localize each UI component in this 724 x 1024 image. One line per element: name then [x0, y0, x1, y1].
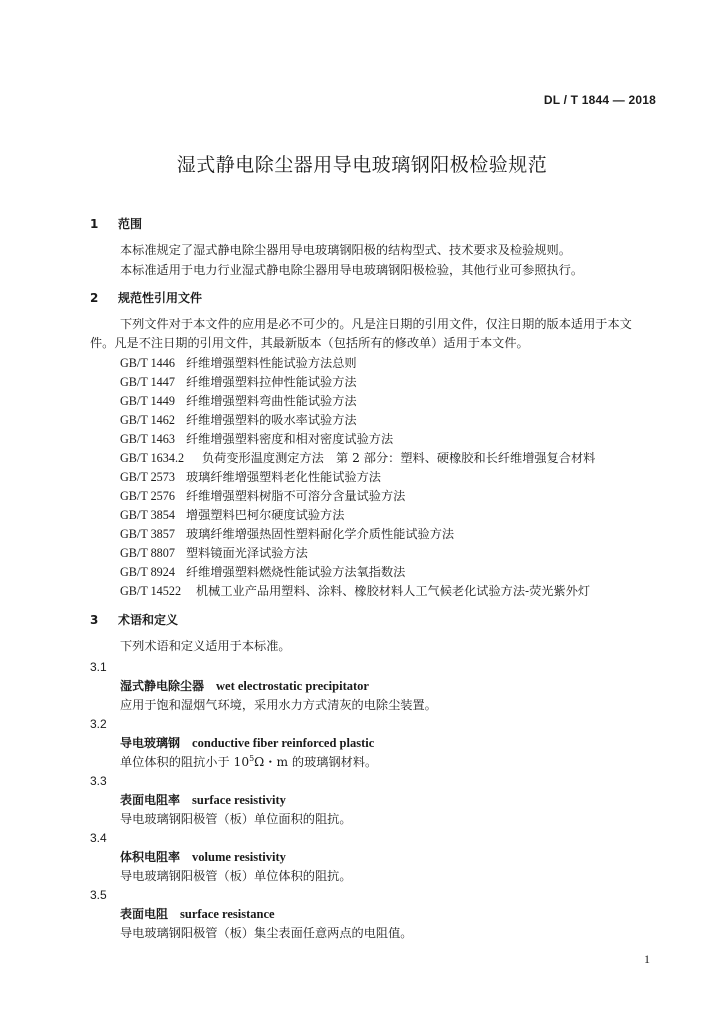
term-chinese: 湿式静电除尘器 [120, 679, 205, 693]
term-definition: 导电玻璃钢阳极管（板）单位体积的阻抗。 [120, 869, 352, 883]
term-english: surface resistivity [192, 793, 286, 807]
reference-item [120, 450, 595, 466]
reference-name: 纤维增强塑料拉伸性能试验方法 [186, 375, 357, 389]
reference-item [120, 545, 308, 561]
reference-code: GB/T 1462 [120, 413, 175, 427]
section-3-heading [90, 612, 178, 628]
reference-name: 纤维增强塑料密度和相对密度试验方法 [186, 432, 394, 446]
reference-code: GB/T 2576 [120, 489, 175, 503]
reference-name: 玻璃纤维增强塑料老化性能试验方法 [186, 470, 381, 484]
reference-code: GB/T 1449 [120, 394, 175, 408]
exponent: 5 [249, 753, 255, 763]
paragraph: 本标准适用于电力行业湿式静电除尘器用导电玻璃钢阳极检验，其他行业可参照执行。 [120, 263, 584, 277]
reference-item [120, 507, 344, 523]
reference-item [120, 583, 590, 599]
paragraph: 下列文件对于本文件的应用是必不可少的。凡是注日期的引用文件，仅注日期的版本适用于本文 [120, 317, 632, 331]
term-definition: 应用于饱和湿烟气环境，采用水力方式清灰的电除尘装置。 [120, 698, 437, 712]
definition-text: Ω・m 的玻璃钢材料。 [254, 755, 378, 769]
section-2-heading [90, 290, 202, 306]
reference-name: 纤维增强塑料的吸水率试验方法 [186, 413, 357, 427]
reference-code: GB/T 8924 [120, 565, 175, 579]
reference-code: GB/T 3857 [120, 527, 175, 541]
reference-name: 纤维增强塑料弯曲性能试验方法 [186, 394, 357, 408]
reference-name: 负荷变形温度测定方法 第 2 部分：塑料、硬橡胶和长纤维增强复合材料 [202, 451, 596, 465]
reference-code: GB/T 1446 [120, 356, 175, 370]
term-english: volume resistivity [192, 850, 286, 864]
paragraph: 本标准规定了湿式静电除尘器用导电玻璃钢阳极的结构型式、技术要求及检验规则。 [120, 243, 571, 257]
reference-name: 纤维增强塑料树脂不可溶分含量试验方法 [186, 489, 406, 503]
reference-code: GB/T 1463 [120, 432, 175, 446]
page-number: 1 [644, 952, 650, 966]
reference-item [120, 393, 357, 409]
term-chinese: 导电玻璃钢 [120, 736, 181, 750]
term-heading [120, 735, 374, 751]
reference-code: GB/T 14522 [120, 584, 182, 598]
reference-name: 增强塑料巴柯尔硬度试验方法 [186, 508, 345, 522]
reference-code: GB/T 2573 [120, 470, 175, 484]
clause-number: 3.1 [90, 660, 107, 674]
term-chinese: 体积电阻率 [120, 850, 181, 864]
reference-item [120, 526, 454, 542]
section-title: 术语和定义 [118, 613, 179, 627]
reference-name: 纤维增强塑料性能试验方法总则 [186, 356, 357, 370]
reference-code: GB/T 3854 [120, 508, 175, 522]
section-title: 范围 [118, 217, 143, 231]
reference-item [120, 355, 357, 371]
paragraph: 下列术语和定义适用于本标准。 [120, 639, 291, 653]
reference-item [120, 469, 381, 485]
section-number: 1 [90, 217, 99, 231]
section-number: 3 [90, 613, 99, 627]
reference-item [120, 412, 357, 428]
reference-item [120, 431, 393, 447]
section-1-heading [90, 216, 142, 232]
reference-item [120, 374, 357, 390]
term-english: surface resistance [180, 907, 275, 921]
term-heading [120, 849, 286, 865]
term-english: conductive fiber reinforced plastic [192, 736, 375, 750]
term-heading [120, 906, 275, 922]
definition-text: 单位体积的阻抗小于 10 [120, 755, 250, 769]
term-definition [120, 754, 377, 770]
document-title: 湿式静电除尘器用导电玻璃钢阳极检验规范 [176, 154, 548, 176]
term-chinese: 表面电阻 [120, 907, 169, 921]
term-heading [120, 678, 369, 694]
document-code: DL / T 1844 — 2018 [543, 93, 656, 107]
reference-name: 玻璃纤维增强热固性塑料耐化学介质性能试验方法 [186, 527, 455, 541]
reference-name: 机械工业产品用塑料、涂料、橡胶材料人工气候老化试验方法-荧光紫外灯 [196, 584, 591, 598]
term-chinese: 表面电阻率 [120, 793, 181, 807]
section-title: 规范性引用文件 [118, 291, 203, 305]
reference-code: GB/T 1634.2 [120, 451, 185, 465]
clause-number: 3.5 [90, 888, 107, 902]
reference-item [120, 488, 405, 504]
term-english: wet electrostatic precipitator [216, 679, 369, 693]
paragraph: 件。凡是不注日期的引用文件，其最新版本（包括所有的修改单）适用于本文件。 [90, 336, 529, 350]
clause-number: 3.3 [90, 774, 107, 788]
reference-code: GB/T 8807 [120, 546, 175, 560]
reference-code: GB/T 1447 [120, 375, 175, 389]
reference-item [120, 564, 405, 580]
section-number: 2 [90, 291, 99, 305]
reference-name: 塑料镜面光泽试验方法 [186, 546, 308, 560]
term-definition: 导电玻璃钢阳极管（板）集尘表面任意两点的电阻值。 [120, 926, 413, 940]
clause-number: 3.2 [90, 717, 107, 731]
clause-number: 3.4 [90, 831, 107, 845]
term-definition: 导电玻璃钢阳极管（板）单位面积的阻抗。 [120, 812, 352, 826]
term-heading [120, 792, 286, 808]
reference-name: 纤维增强塑料燃烧性能试验方法氧指数法 [186, 565, 406, 579]
